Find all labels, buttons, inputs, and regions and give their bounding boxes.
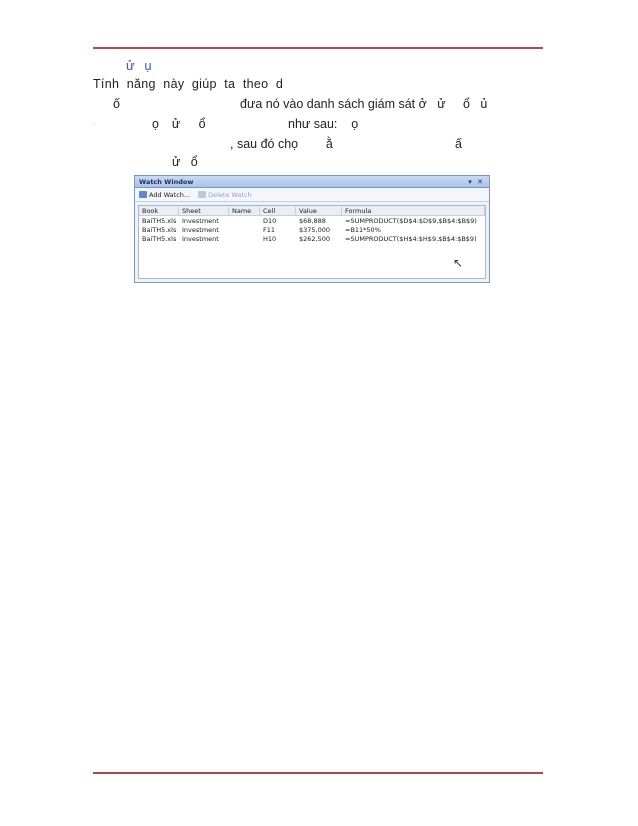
add-watch-icon: [139, 191, 147, 198]
cell-sheet: Investment: [182, 234, 219, 243]
cell-formula: =SUMPRODUCT($H$4:$H$9,$B$4:$B$9): [345, 234, 477, 243]
cell-value: $375,000: [299, 225, 331, 234]
paragraph-line-3: như sau: ọ: [288, 117, 359, 131]
delete-watch-label: Delete Watch: [208, 190, 252, 199]
paragraph-line-2: đưa nó vào danh sách giám sát ở ử ổ ủ: [240, 97, 488, 111]
header-rule: [93, 47, 543, 49]
column-header-cell[interactable]: Cell: [260, 207, 296, 215]
cell-sheet: Investment: [182, 225, 219, 234]
table-row[interactable]: [139, 216, 485, 225]
table-row[interactable]: [139, 225, 485, 234]
column-header-formula[interactable]: Formula: [342, 207, 485, 215]
add-watch-label: Add Watch...: [149, 190, 191, 199]
cell-cell: H10: [263, 234, 277, 243]
cell-book: BaiTH5.xls: [142, 234, 177, 243]
watch-window-screenshot: [134, 175, 490, 283]
cell-formula: =B11*50%: [345, 225, 381, 234]
watch-grid: [138, 205, 486, 279]
cell-value: $68,888: [299, 216, 326, 225]
watch-window-titlebar: [135, 176, 489, 188]
column-header-value[interactable]: Value: [296, 207, 342, 215]
paragraph-line-2-start: ố: [113, 97, 120, 111]
close-icon[interactable]: ✕: [477, 177, 483, 186]
column-header-book[interactable]: Book: [139, 207, 179, 215]
footer-rule: [93, 772, 543, 774]
dropdown-icon[interactable]: ▾: [468, 177, 472, 186]
cell-formula: =SUMPRODUCT($D$4:$D$9,$B$4:$B$9): [345, 216, 477, 225]
cell-sheet: Investment: [182, 216, 219, 225]
mouse-cursor-icon: ↖: [452, 256, 463, 270]
paragraph-line-4-end: ấ: [455, 137, 462, 151]
cell-value: $262,500: [299, 234, 331, 243]
cell-book: BaiTH5.xls: [142, 225, 177, 234]
cell-book: BaiTH5.xls: [142, 216, 177, 225]
paragraph-line-5: ử ổ: [172, 155, 198, 169]
delete-watch-button[interactable]: [198, 191, 252, 199]
cell-cell: D10: [263, 216, 277, 225]
add-watch-button[interactable]: [139, 191, 190, 199]
paragraph-line-3-start: ọ ử ổ: [152, 117, 208, 131]
paragraph-line-3-mark: ·: [93, 119, 96, 128]
watch-window-toolbar: [135, 188, 489, 202]
watch-window-title: Watch Window: [139, 177, 194, 186]
table-row[interactable]: [139, 234, 485, 243]
column-header-sheet[interactable]: Sheet: [179, 207, 229, 215]
watch-grid-header: [139, 206, 485, 216]
delete-watch-icon: [198, 191, 206, 198]
section-heading: ử ụ: [126, 58, 155, 73]
paragraph-line-4: , sau đó chọ ằ: [230, 137, 333, 151]
cell-cell: F11: [263, 225, 276, 234]
paragraph-line-1: Tính năng này giúp ta theo d: [93, 77, 284, 91]
column-header-name[interactable]: Name: [229, 207, 260, 215]
